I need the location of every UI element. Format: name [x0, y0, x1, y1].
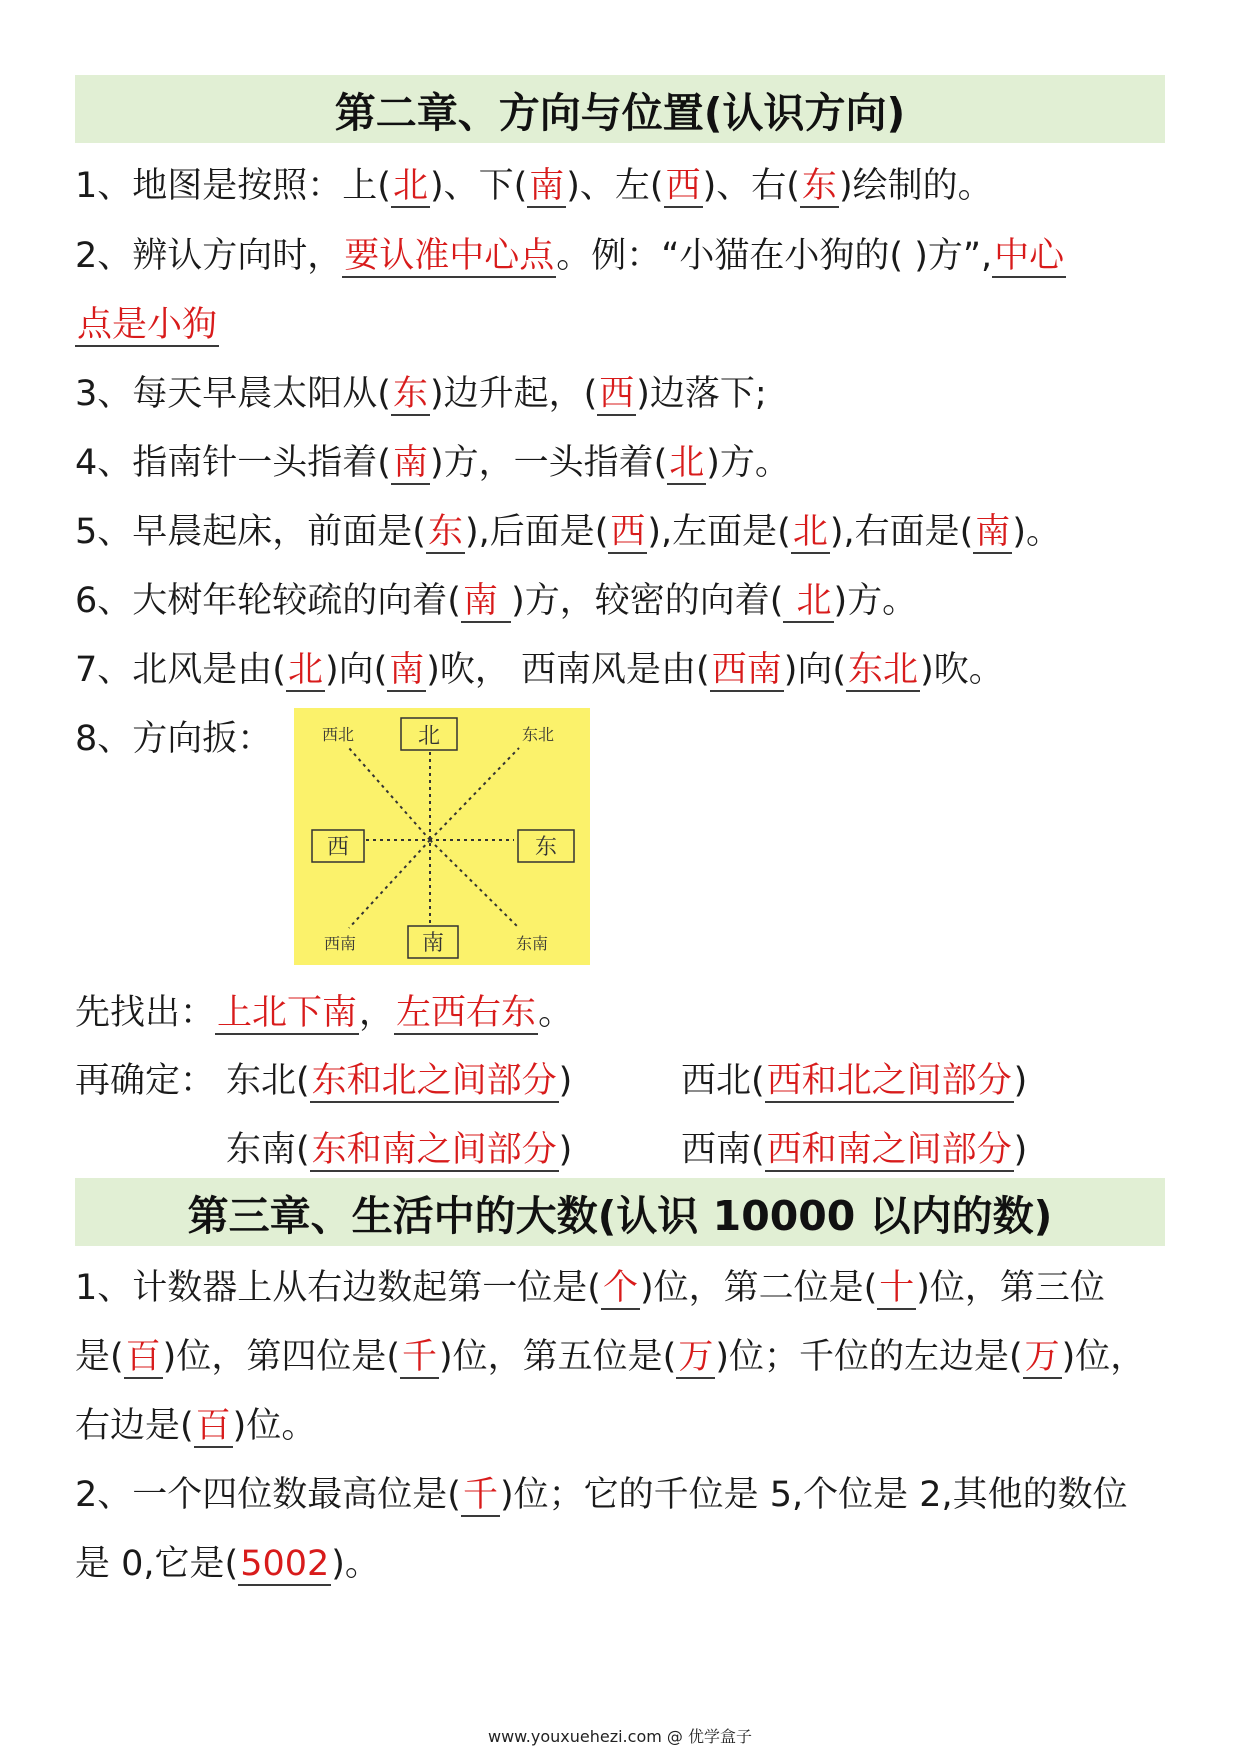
answer: 上北下南 — [217, 993, 358, 1033]
answer: 5002 — [240, 1544, 330, 1584]
ch3-q1: 1、计数器上从右边数起第一位是(个)位，第二位是(十)位，第三位 — [75, 1268, 1105, 1308]
confirm-southeast: 东南(东和南之间部分) — [226, 1130, 573, 1170]
answer: 南 — [392, 443, 428, 483]
answer: 万 — [678, 1337, 714, 1377]
ch2-q5: 5、早晨起床，前面是(东),后面是(西),左面是(北),右面是(南)。 — [75, 512, 1061, 552]
answer: 个 — [602, 1268, 638, 1308]
ch2-q2: 2、辨认方向时，要认准中心点。例：“小猫在小狗的( )方”,中心 — [75, 236, 1065, 276]
find-line: 先找出：上北下南，左西右东。 — [75, 993, 574, 1033]
answer: 南 — [462, 581, 510, 621]
ch2-q7: 7、北风是由(北)向(南)吹， 西南风是由(西南)向(东北)吹。 — [75, 650, 1004, 690]
chapter-2-title — [75, 75, 1165, 143]
answer: 中心 — [994, 236, 1065, 276]
answer: 百 — [125, 1337, 161, 1377]
ch2-q4: 4、指南针一头指着(南)方，一头指着(北)方。 — [75, 443, 790, 483]
answer: 万 — [1024, 1337, 1060, 1377]
answer: 西和南之间部分 — [766, 1130, 1012, 1170]
footer-watermark: www.youxuehezi.com @ 优学盒子 — [488, 1727, 752, 1746]
answer: 北 — [287, 650, 323, 690]
compass-west: 西 — [326, 835, 350, 860]
answer: 东 — [801, 166, 837, 206]
answer: 南 — [529, 166, 565, 206]
chapter-3-title-text: 第三章、生活中的大数(认识 10000 以内的数) — [187, 1191, 1053, 1240]
answer: 东北 — [848, 650, 919, 690]
compass-east: 东 — [534, 835, 558, 860]
answer: 百 — [195, 1406, 231, 1446]
ch2-q3: 3、每天早晨太阳从(东)边升起，(西)边落下; — [75, 374, 767, 414]
answer: 十 — [879, 1268, 915, 1308]
confirm-northwest: 西北(西和北之间部分) — [681, 1061, 1028, 1101]
answer: 千 — [462, 1475, 498, 1515]
answer: 左西右东 — [396, 993, 537, 1033]
answer: 东 — [427, 512, 463, 552]
answer: 东和北之间部分 — [311, 1061, 557, 1101]
answer: 北 — [392, 166, 428, 206]
compass-north: 北 — [417, 724, 441, 749]
compass-diagram — [294, 708, 590, 965]
confirm-northeast: 东北(东和北之间部分) — [226, 1061, 573, 1101]
compass-south: 南 — [421, 931, 445, 956]
ch3-q2-cont: 是 0,它是(5002)。 — [75, 1544, 380, 1584]
answer: 东和南之间部分 — [311, 1130, 557, 1170]
answer: 南 — [975, 512, 1011, 552]
answer: 点是小狗 — [77, 305, 218, 345]
answer: 西 — [610, 512, 646, 552]
answer: 东 — [392, 374, 428, 414]
answer: 北 — [785, 581, 832, 621]
compass-northeast: 东北 — [521, 725, 555, 744]
answer: 西南 — [711, 650, 782, 690]
ch3-q2: 2、一个四位数最高位是(千)位；它的千位是 5,个位是 2,其他的数位 — [75, 1475, 1128, 1515]
answer: 要认准中心点 — [344, 236, 555, 276]
compass-southwest: 西南 — [323, 934, 357, 953]
ch3-q1-cont: 是(百)位，第四位是(千)位，第五位是(万)位；千位的左边是(万)位， — [75, 1337, 1146, 1377]
confirm-label: 再确定： — [75, 1061, 216, 1101]
answer: 南 — [389, 650, 425, 690]
chapter-3-title — [75, 1178, 1165, 1246]
answer: 西 — [665, 166, 701, 206]
answer: 千 — [401, 1337, 437, 1377]
answer: 北 — [792, 512, 828, 552]
ch2-q2-cont — [75, 303, 219, 347]
confirm-southwest: 西南(西和南之间部分) — [681, 1130, 1028, 1170]
compass-northwest: 西北 — [321, 725, 355, 744]
ch2-q1: 1、地图是按照：上(北)、下(南)、左(西)、右(东)绘制的。 — [75, 166, 993, 206]
chapter-2-title-text: 第二章、方向与位置(认识方向) — [334, 88, 906, 137]
answer: 北 — [669, 443, 705, 483]
ch3-q1-cont2: 右边是(百)位。 — [75, 1406, 317, 1446]
ch2-q8-label: 8、方向扳： — [75, 719, 273, 759]
ch2-q6: 6、大树年轮较疏的向着(南 )方，较密的向着( 北)方。 — [75, 581, 918, 621]
answer: 西和北之间部分 — [766, 1061, 1012, 1101]
compass-southeast: 东南 — [515, 934, 549, 953]
answer: 西 — [599, 374, 635, 414]
